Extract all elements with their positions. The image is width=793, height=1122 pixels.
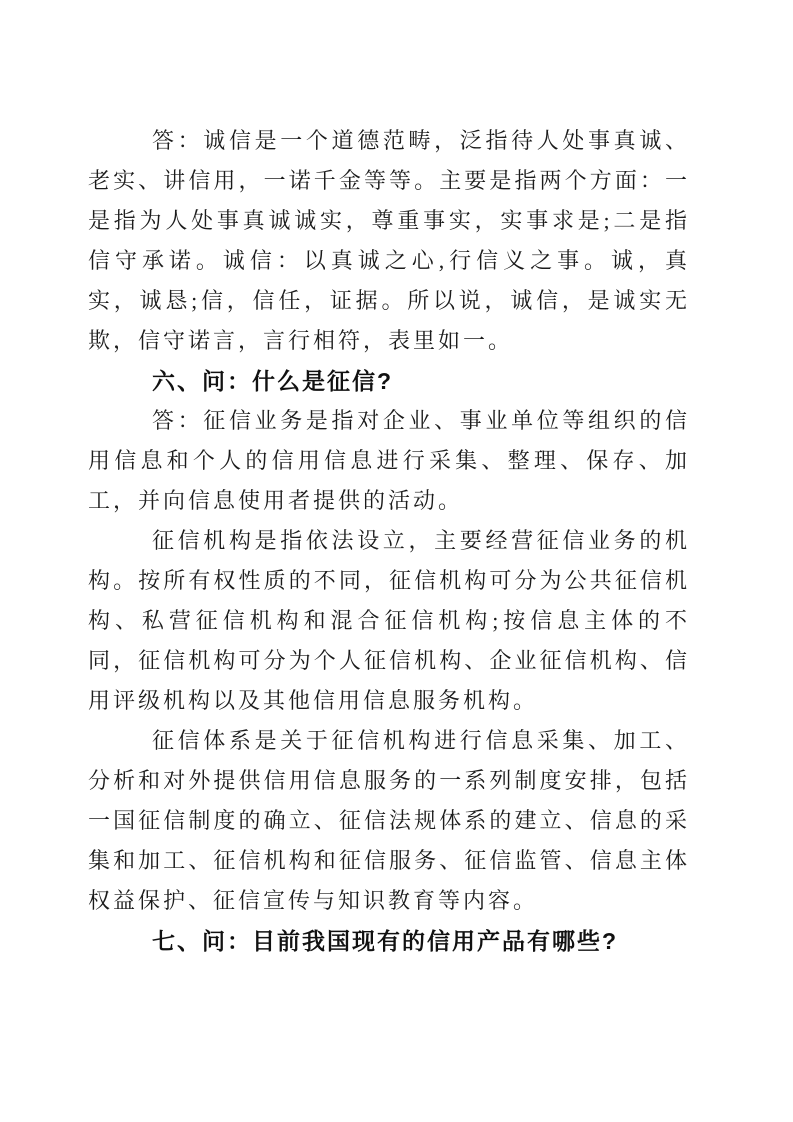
question-heading-6: 六、问：什么是征信? [152,368,394,394]
answer-paragraph-credit-system: 征信体系是关于征信机构进行信息采集、加工、分析和对外提供信用信息服务的一系列制度安排，包括一国征信制度的确立、征信法规体系的建立、信息的采集和加工、征信机构和征信服务、征信监管、信息主体权益保护、征信宣传与知识教育等内容。 [88,728,690,913]
answer-paragraph-credit-agencies: 征信机构是指依法设立，主要经营征信业务的机构。按所有权性质的不同，征信机构可分为公共征信机构、私营征信机构和混合征信机构;按信息主体的不同，征信机构可分为个人征信机构、企业征信机构、信用评级机构以及其他信用信息服务机构。 [88,528,690,713]
answer-paragraph-credit-business: 答：征信业务是指对企业、事业单位等组织的信用信息和个人的信用信息进行采集、整理、保存、加工，并向信息使用者提供的活动。 [88,408,690,513]
answer-paragraph-integrity: 答：诚信是一个道德范畴，泛指待人处事真诚、老实、讲信用，一诺千金等等。主要是指两个方面：一是指为人处事真诚诚实，尊重事实，实事求是;二是指信守承诺。诚信：以真诚之心,行信义之事。诚，真实，诚恳;信，信任，证据。所以说，诚信，是诚实无欺，信守诺言，言行相符，表里如一。 [88,128,690,353]
question-heading-7: 七、问：目前我国现有的信用产品有哪些? [152,928,619,954]
document-text-area [88,121,690,961]
